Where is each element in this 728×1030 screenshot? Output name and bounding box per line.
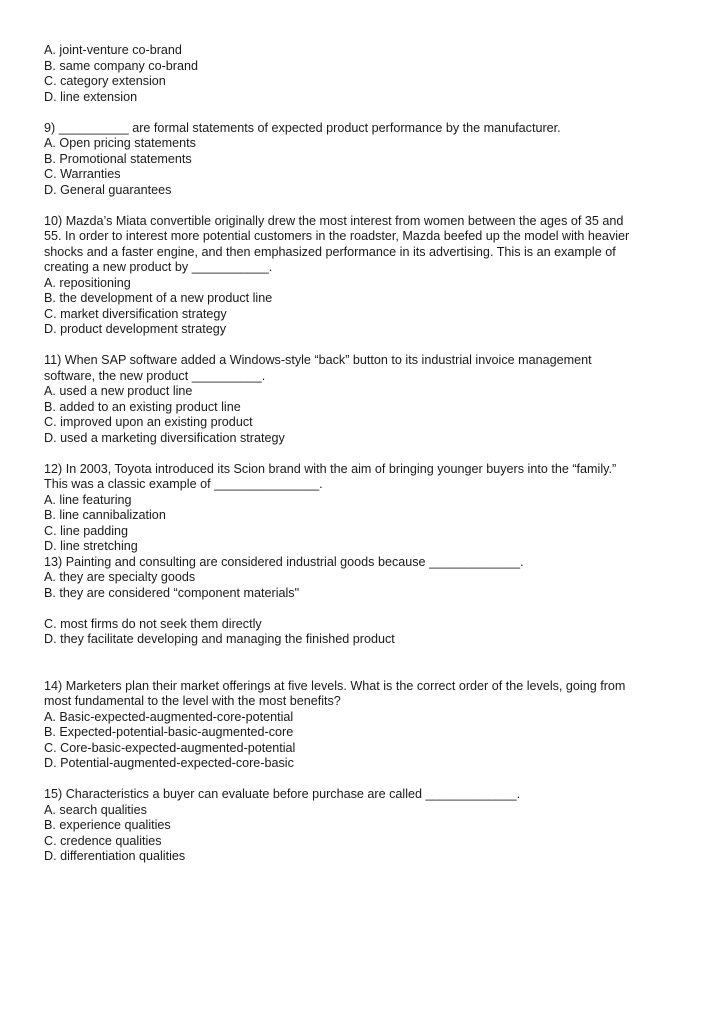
option-d: D. they facilitate developing and managing the finished product xyxy=(44,632,395,646)
option-d: D. product development strategy xyxy=(44,322,227,336)
question-15 xyxy=(44,787,684,865)
question-stem: 15) Characteristics a buyer can evaluate before purchase are called _____________. xyxy=(44,787,521,801)
option-c: C. Core-basic-expected-augmented-potential xyxy=(44,740,296,755)
option-a: A. line featuring xyxy=(44,492,132,507)
question-stem-line: 12) In 2003, Toyota introduced its Scion brand with the aim of bringing younger buyers into the “family.” xyxy=(44,461,617,476)
option-a: A. Basic-expected-augmented-core-potential xyxy=(44,709,294,724)
question-12 xyxy=(44,462,684,555)
option-b: B. same company co-brand xyxy=(44,58,198,73)
question-stem-line: most fundamental to the level with the most benefits? xyxy=(44,694,341,708)
option-b: B. added to an existing product line xyxy=(44,399,241,414)
option-d: D. line stretching xyxy=(44,539,138,553)
option-c: C. most firms do not seek them directly xyxy=(44,616,262,631)
question-stem: 9) __________ are formal statements of expected product performance by the manufacturer. xyxy=(44,120,561,135)
option-d: D. Potential-augmented-expected-core-basic xyxy=(44,756,294,770)
option-c: C. market diversification strategy xyxy=(44,306,227,321)
question-stem-line: shocks and a faster engine, and then emphasized performance in its advertising. This is an example of xyxy=(44,244,616,259)
option-a: A. they are specialty goods xyxy=(44,570,196,584)
question-stem-line: This was a classic example of _______________. xyxy=(44,477,323,491)
question-stem-line: 10) Mazda’s Miata convertible originally drew the most interest from women between the ages of 35 and xyxy=(44,213,624,228)
question-8-options xyxy=(44,43,684,105)
question-stem-line: 55. In order to interest more potential customers in the roadster, Mazda beefed up the model with heavier xyxy=(44,229,630,243)
question-13 xyxy=(44,555,684,648)
option-b: B. they are considered “component materials" xyxy=(44,585,300,600)
option-d: D. used a marketing diversification strategy xyxy=(44,430,285,445)
question-11 xyxy=(44,353,684,446)
option-b: B. Expected-potential-basic-augmented-core xyxy=(44,725,294,739)
document-page xyxy=(44,43,684,865)
option-a: A. joint-venture co-brand xyxy=(44,43,182,57)
question-stem-line: 11) When SAP software added a Windows-style “back” button to its industrial invoice management xyxy=(44,353,592,367)
option-d: D. line extension xyxy=(44,89,138,104)
question-9 xyxy=(44,121,684,199)
option-a: A. used a new product line xyxy=(44,384,193,398)
option-c: C. credence qualities xyxy=(44,833,162,848)
question-stem-line: software, the new product __________. xyxy=(44,368,266,383)
option-a: A. repositioning xyxy=(44,275,131,290)
option-b: B. Promotional statements xyxy=(44,151,192,166)
option-c: C. improved upon an existing product xyxy=(44,415,253,429)
question-stem-line: 14) Marketers plan their market offerings at five levels. What is the correct order of the levels, going from xyxy=(44,678,626,693)
question-stem-line: creating a new product by ___________. xyxy=(44,260,273,274)
option-c: C. category extension xyxy=(44,74,166,88)
option-c: C. Warranties xyxy=(44,167,121,181)
question-14 xyxy=(44,679,684,772)
option-c: C. line padding xyxy=(44,523,129,538)
option-d: D. differentiation qualities xyxy=(44,849,186,863)
option-d: D. General guarantees xyxy=(44,182,172,197)
option-b: B. the development of a new product line xyxy=(44,291,273,305)
question-10 xyxy=(44,214,684,338)
question-stem: 13) Painting and consulting are considered industrial goods because _____________. xyxy=(44,554,524,569)
option-a: A. Open pricing statements xyxy=(44,136,196,150)
option-a: A. search qualities xyxy=(44,802,147,817)
option-b: B. line cannibalization xyxy=(44,508,166,522)
option-b: B. experience qualities xyxy=(44,818,171,832)
